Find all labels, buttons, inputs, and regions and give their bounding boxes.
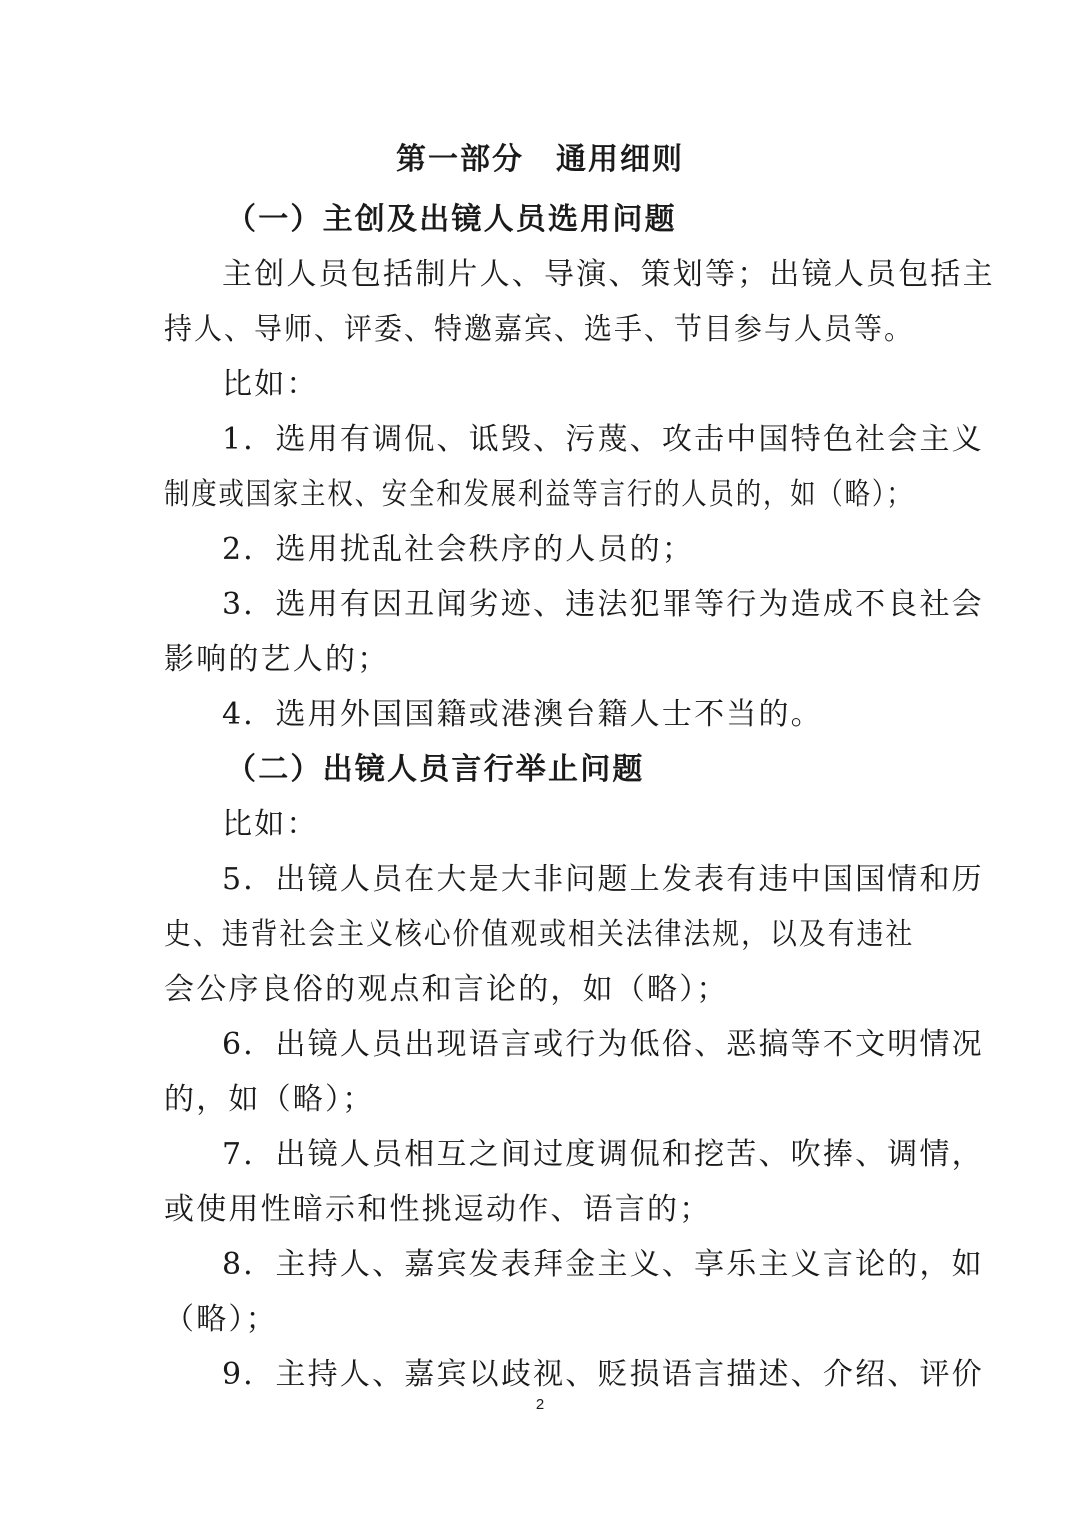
list-item-6: 6．出镜人员出现语言或行为低俗、恶搞等不文明情况 [222,1027,984,1062]
paragraph-line: 影响的艺人的； [164,642,390,677]
paragraph-line: 主创人员包括制片人、导演、策划等；出镜人员包括主 [222,257,995,292]
section-title: 第一部分 通用细则 [396,142,684,177]
paragraph-line: 制度或国家主权、安全和发展利益等言行的人员的，如（略）； [164,477,914,512]
paragraph-line: 持人、导师、评委、特邀嘉宾、选手、节目参与人员等。 [164,312,915,347]
paragraph-line: 或使用性暗示和性挑逗动作、语言的； [164,1192,712,1227]
list-item-8: 8．主持人、嘉宾发表拜金主义、享乐主义言论的，如 [222,1247,984,1282]
subsection-heading-1: （一）主创及出镜人员选用问题 [226,202,677,237]
list-item-3: 3．选用有因丑闻劣迹、违法犯罪等行为造成不良社会 [222,587,984,622]
paragraph-line: 史、违背社会主义核心价值观或相关法律法规，以及有违社 [164,917,915,952]
paragraph-line: 比如： [222,807,319,842]
list-item-2: 2．选用扰乱社会秩序的人员的； [222,532,695,567]
list-item-5: 5．出镜人员在大是大非问题上发表有违中国国情和历 [222,862,984,897]
paragraph-line: 比如： [222,367,319,402]
paragraph-line: 会公序良俗的观点和言论的，如（略）； [164,972,729,1007]
subsection-heading-2: （二）出镜人员言行举止问题 [226,752,645,787]
page-number: 2 [535,1396,545,1413]
paragraph-line: （略）； [164,1302,278,1337]
list-item-9: 9．主持人、嘉宾以歧视、贬损语言描述、介绍、评价 [222,1357,984,1392]
list-item-7: 7．出镜人员相互之间过度调侃和挖苦、吹捧、调情， [222,1137,984,1172]
paragraph-line: 的，如（略）； [164,1082,375,1117]
list-item-4: 4．选用外国国籍或港澳台籍人士不当的。 [222,697,823,732]
list-item-1: 1．选用有调侃、诋毁、污蔑、攻击中国特色社会主义 [222,422,984,457]
